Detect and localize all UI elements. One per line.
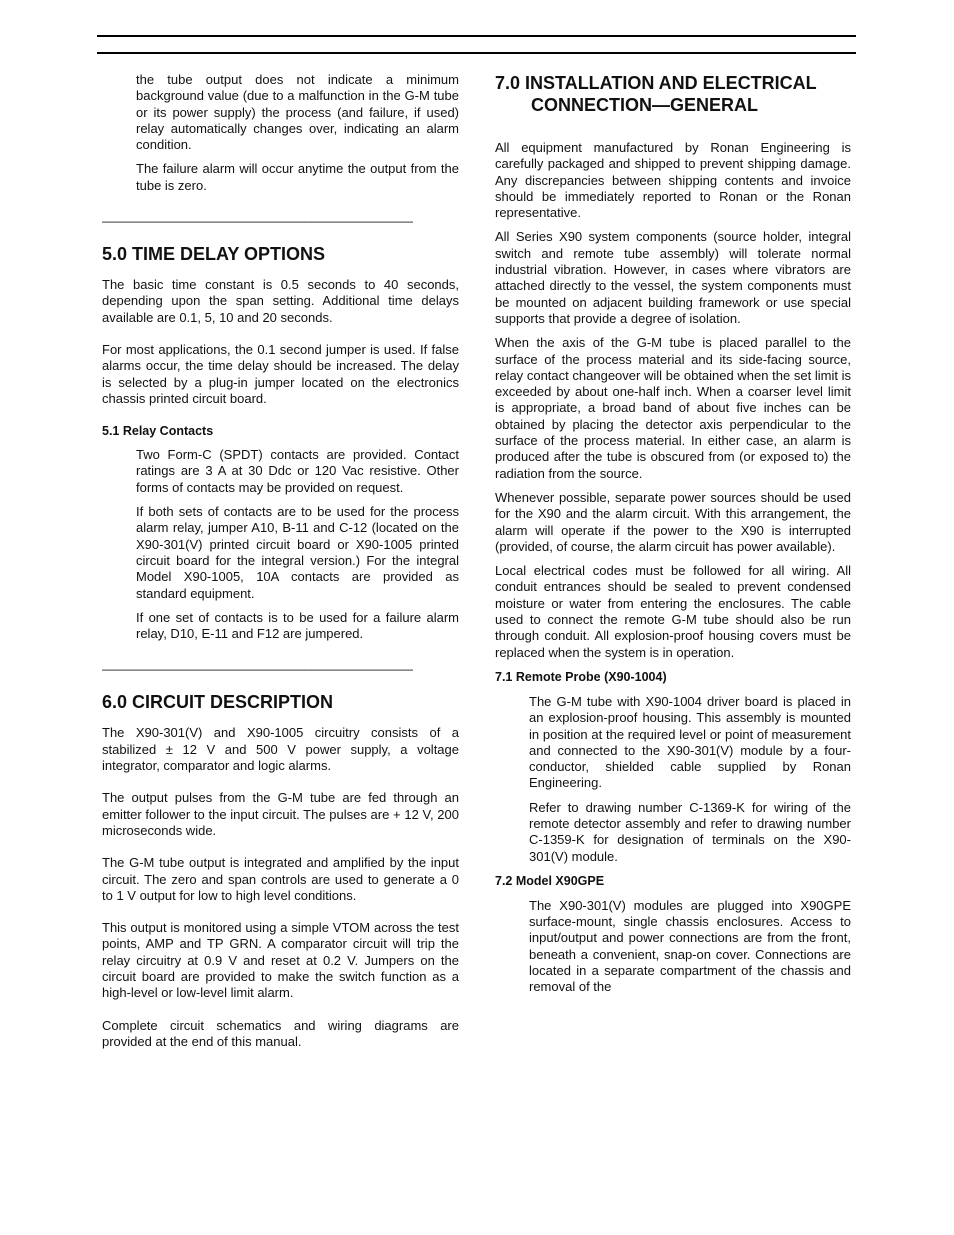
section-7-1-paragraph-2: Refer to drawing number C-1369-K for wiring of the remote detector assembly and refer to drawing number C-1359-K for designation of terminals on the X90-301(V) module. — [529, 799, 851, 864]
section-5-1-title: 5.1 Relay Contacts — [102, 424, 214, 439]
section-6-title: 6.0 CIRCUIT DESCRIPTION — [102, 692, 334, 713]
section-separator: ___________________________________________ — [102, 656, 413, 672]
section-7-title-line-1: 7.0 INSTALLATION AND ELECTRICAL — [495, 73, 817, 93]
section-7-paragraph-4: Whenever possible, separate power sources should be used for the X90 and the alarm circuit. With this arrangement, the alarm will operate if the power to the X90 is interrupted (provided, of course, the alarm circuit has power available). — [495, 489, 851, 554]
right-column — [495, 72, 851, 996]
section-5-paragraph-1: The basic time constant is 0.5 seconds to 40 seconds, depending upon the span setting. Additional time delays available are 0.1, 5, 10 and 20 seconds. — [102, 277, 459, 325]
header-rule-top — [97, 35, 856, 37]
section-5-1-paragraph-1: Two Form-C (SPDT) contacts are provided. Contact ratings are 3 A at 30 Ddc or 120 Vac resistive. Other forms of contacts may be provided on request. — [136, 447, 459, 495]
section-7-1-title: 7.1 Remote Probe (X90-1004) — [495, 669, 667, 684]
section-separator: ___________________________________________ — [102, 208, 413, 224]
section-7-2-title: 7.2 Model X90GPE — [495, 873, 605, 888]
section-6-paragraph-1: The X90-301(V) and X90-1005 circuitry consists of a stabilized ± 12 V and 500 V power supply, a voltage integrator, comparator and logic alarms. — [102, 725, 459, 774]
section-7-title — [495, 72, 851, 116]
section-5-title: 5.0 TIME DELAY OPTIONS — [102, 244, 326, 265]
section-5-1-paragraph-3: If one set of contacts is to be used for a failure alarm relay, D10, E-11 and F12 are jumpered. — [136, 609, 459, 642]
section-7-title-line-2: CONNECTION—GENERAL — [531, 95, 759, 115]
header-rule-bottom — [97, 52, 856, 54]
section-7-paragraph-1: All equipment manufactured by Ronan Engineering is carefully packaged and shipped to prevent shipping damage. Any discrepancies between shipping contents and invoice should be immediately reported to Ronan or the Ronan representative. — [495, 140, 851, 221]
section-7-paragraph-2: All Series X90 system components (source holder, integral switch and remote tube assembly) will tolerate normal industrial vibration. However, in cases where vibrators are attached directly to the vessel, the system components must be mounted on adjacent building framework or use special supports that provide a degree of isolation. — [495, 229, 851, 326]
intro-paragraph-2: The failure alarm will occur anytime the output from the tube is zero. — [136, 161, 459, 193]
section-6-paragraph-3: The G-M tube output is integrated and amplified by the input circuit. The zero and span controls are used to generate a 0 to 1 V output for low to high level conditions. — [102, 855, 459, 903]
section-6-paragraph-2: The output pulses from the G-M tube are fed through an emitter follower to the input circuit. The pulses are + 12 V, 200 microseconds wide. — [102, 790, 459, 838]
left-column — [102, 72, 459, 1050]
section-7-paragraph-3: When the axis of the G-M tube is placed parallel to the surface of the process material and its side-facing source, relay contact changeover will be obtained when the set limit is exceeded by about one-half inch. When a coarser level limit is appropriate, a broad band of about five inches can be obtained by placing the detector axis perpendicular to the surface of the process material. In either case, an alarm is produced after the tube is obscured from (or exposed to) the radiation from the source. — [495, 335, 851, 481]
intro-paragraph-1: the tube output does not indicate a minimum background value (due to a malfunction in the G-M tube or its power supply) the process (and failure, if used) relay automatically changes over, indicating an alarm condition. — [136, 72, 459, 153]
section-5-paragraph-2: For most applications, the 0.1 second jumper is used. If false alarms occur, the time delay should be increased. The delay is selected by a plug-in jumper located on the electronics chassis printed circuit board. — [102, 341, 459, 406]
section-7-1-paragraph-1: The G-M tube with X90-1004 driver board is placed in an explosion-proof housing. This assembly is mounted in position at the required level or point of measurement and connected to the X90-301(V) module by a four-conductor, shielded cable supplied by Ronan Engineering. — [529, 693, 851, 791]
section-7-paragraph-5: Local electrical codes must be followed for all wiring. All conduit entrances should be sealed to prevent condensed moisture or water from entering the enclosures. The cable used to connect the remote G-M tube should also be run through conduit. All explosion-proof housing covers must be replaced when the system is in operation. — [495, 563, 851, 660]
section-6-paragraph-4: This output is monitored using a simple VTOM across the test points, AMP and TP GRN. A comparator circuit will trip the relay circuitry at 0.9 V and reset at 0.2 V. Jumpers on the circuit board are provided to make the switch function as a high-level or low-level limit alarm. — [102, 920, 459, 1001]
section-6-paragraph-5: Complete circuit schematics and wiring diagrams are provided at the end of this manual. — [102, 1017, 459, 1049]
section-5-1-paragraph-2: If both sets of contacts are to be used for the process alarm relay, jumper A10, B-11 and C-12 (located on the X90-301(V) printed circuit board or X90-1005 printed circuit board for the integral version.) For the integral Model X90-1005, 10A contacts are provided as standard equipment. — [136, 504, 459, 601]
section-7-2-paragraph-1: The X90-301(V) modules are plugged into X90GPE surface-mount, single chassis enclosures. Access to input/output and power connections are from the front, beneath a convenient, snap-on cover. Connections are located in a separate compartment of the chassis and removal of the — [529, 897, 851, 995]
